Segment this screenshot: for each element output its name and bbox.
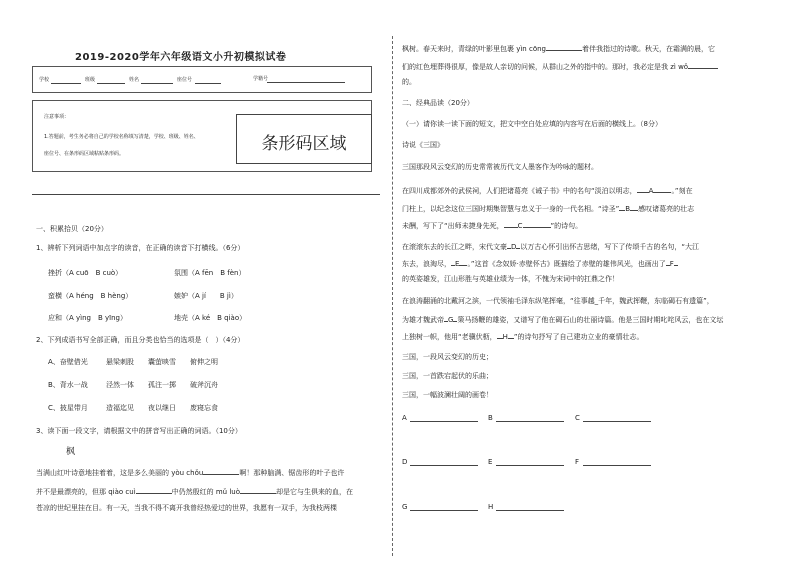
- reading-instruction: （一）请你读一读下面的短文，把文中空白处应填的内容写在后面的横线上。（8分）: [402, 120, 662, 128]
- answer-line-e[interactable]: [496, 457, 564, 466]
- notice-line-2: 座位号、在条形码区域粘贴条形码。: [44, 151, 125, 157]
- para-c-line-1: 在浪涛翻涌的北戴河之滨，一代领袖毛泽东纵笔挥毫，“往事越_千年，魏武挥鞭，东临碣石有遗篇”，: [402, 297, 714, 305]
- essay-line-2: 并不是最漂亮的，但那 qiào cuì 中仍然殷红的 mǔ luò 却是它与生俱来的血，在: [36, 485, 353, 497]
- question-1: 1、辨析下列词语中加点字的读音，在正确的读音下打横线。（6分）: [36, 244, 245, 252]
- answer-line-b[interactable]: [496, 413, 564, 422]
- option-a-3: 囊萤映雪: [148, 358, 176, 366]
- summary-line-1: 三国，一段风云变幻的历史；: [402, 353, 493, 361]
- answer-label: E: [488, 458, 493, 466]
- question-2: 2、下列成语书写全部正确，而且分类也恰当的选项是（ ）（4分）: [36, 336, 245, 344]
- option-a-1: A、奋壁借光: [48, 358, 88, 366]
- school-field[interactable]: [51, 75, 81, 84]
- para-a-line-3: 未酬，写下了“出师未捷身先死， C ”的诗句。: [402, 219, 582, 231]
- pinyin-item: 地壳（A ké B qiào）: [174, 314, 247, 322]
- seat-label: 座位号: [177, 77, 193, 83]
- intro-text: 三国那段风云变幻的历史常常被历代文人墨客作为吟咏的题材。: [402, 163, 598, 171]
- essay-title: 枫: [66, 447, 76, 457]
- pinyin-item: 氛围（A fēn B fèn）: [174, 269, 246, 277]
- answer-line-g[interactable]: [410, 502, 478, 511]
- column-divider: [392, 36, 393, 556]
- question-3: 3、读下面一段文字，请根据文中的拼音写出正确的词语。（10分）: [36, 427, 242, 435]
- exam-title: 2019-2020学年六年级语文小升初模拟试卷: [75, 52, 287, 63]
- option-c-1: C、披星带月: [48, 404, 88, 412]
- answer-line-h[interactable]: [496, 502, 564, 511]
- answer-blank[interactable]: [240, 485, 276, 494]
- exam-no-label: 学籍号: [253, 76, 269, 82]
- answer-blank[interactable]: [688, 60, 718, 69]
- class-field[interactable]: [97, 75, 125, 84]
- para-a-line-1: 在四川成都郊外的武侯祠，人们把诸葛亮《诫子书》中的名句“淡泊以明志， A 。”刻在: [402, 184, 693, 196]
- para-b-line-1: 在滚滚东去的长江之畔，宋代文豪 D 以万古心怀引出怀古思绪，写下了传颂千古的名句，“大江: [402, 240, 699, 252]
- pinyin-item: 应和（A yìng B yīng）: [48, 314, 127, 322]
- poem-title: 诗说《三国》: [402, 141, 444, 149]
- option-c-2: 造福迄见: [106, 404, 134, 412]
- essay-line-6: 的。: [402, 78, 416, 86]
- summary-line-2: 三国，一首跌宕起伏的乐曲；: [402, 372, 493, 380]
- barcode-label: 条形码区域: [261, 134, 347, 154]
- option-b-2: 泾然一体: [106, 381, 134, 389]
- option-b-1: B、背水一战: [48, 381, 88, 389]
- barcode-area: [236, 114, 372, 164]
- para-c-line-3: 上独树一帜，他用“老骥伏枥， H ”的诗句抒写了自己建功立业的豪情壮志。: [402, 330, 644, 342]
- para-c-line-2: 为雄才魏武帝 G 策马扬鞭的雄姿，又谱写了他在碣石山的壮丽诗篇。他是三国时期叱咤风云，也在文坛: [402, 313, 723, 325]
- essay-line-3: 苍凉的世纪里挂在目。有一天，当我不得不离开我曾经热爱过的世界，我愿有一双手，为我枝两棵: [36, 504, 337, 512]
- answer-label: C: [575, 414, 580, 422]
- answer-label: H: [488, 503, 494, 511]
- answer-blank[interactable]: [203, 466, 239, 475]
- answer-label: G: [402, 503, 408, 511]
- blank-a[interactable]: [653, 184, 671, 193]
- summary-line-3: 三国，一幅波澜壮阔的画卷！: [402, 391, 493, 399]
- answer-line-f[interactable]: [583, 457, 651, 466]
- notice-line-1: 1.答题前，考生务必将自己的学校名称填写清楚，学校、班级、姓名、: [44, 134, 199, 140]
- pinyin-item: 蛮横（A héng B hèng）: [48, 292, 133, 300]
- pinyin-item: 嫉妒（A jí B jì）: [174, 292, 238, 300]
- answer-line-c[interactable]: [583, 413, 651, 422]
- option-a-2: 悬梁刺股: [106, 358, 134, 366]
- notice-title: 注意事项：: [44, 114, 70, 120]
- option-c-3: 夜以继日: [148, 404, 176, 412]
- answer-label: A: [402, 414, 407, 422]
- pinyin-item: 挫折（A cuō B cuò）: [48, 269, 123, 277]
- option-a-4: 俯伸之明: [190, 358, 218, 366]
- exam-no-field[interactable]: [267, 74, 345, 83]
- para-a-line-2: 门柱上，以纪念这位三国时期集智慧与忠义于一身的一代名相。“诗圣” B 感叹诸葛亮的壮志: [402, 202, 694, 214]
- blank-c[interactable]: [523, 219, 551, 228]
- answer-blank[interactable]: [546, 42, 582, 51]
- answer-label: D: [402, 458, 408, 466]
- header-divider: [32, 194, 380, 195]
- answer-label: B: [488, 414, 493, 422]
- name-field[interactable]: [141, 75, 173, 84]
- section-1-heading: 一、积累拾贝（20分）: [36, 225, 108, 233]
- option-b-3: 孤注一掷: [148, 381, 176, 389]
- option-c-4: 废寝忘食: [190, 404, 218, 412]
- para-b-line-3: 的英姿雄发，江山形胜与英雄业绩为一体，不愧为宋词中的扛鼎之作！: [402, 275, 619, 283]
- essay-line-1: 当满山红叶诗意地挂着着，这是多么美丽的 yòu chǒu 啊！那种脑满、锯齿形的叶子也许: [36, 466, 344, 478]
- essay-line-5: 们的红色埋葬得很厚，像是故人亲切的问候，从群山之外的指中的。那时，我必定是我 zì wǒ: [402, 60, 718, 72]
- blank-b[interactable]: [630, 202, 638, 211]
- blank-f[interactable]: [674, 257, 678, 266]
- answer-blank[interactable]: [136, 485, 172, 494]
- section-2-heading: 二、经典品读（20分）: [402, 99, 474, 107]
- para-b-line-2: 东去，浪淘尽， E 。”这首《念奴娇·赤壁怀古》既描绘了赤壁的雄伟风光，也画出了 F: [402, 257, 678, 269]
- answer-label: F: [575, 458, 580, 466]
- answer-line-a[interactable]: [410, 413, 478, 422]
- answer-line-d[interactable]: [410, 457, 478, 466]
- option-b-4: 破斧沉舟: [190, 381, 218, 389]
- name-label: 姓名: [129, 77, 140, 83]
- school-label: 学校: [39, 77, 50, 83]
- essay-line-4: 枫树。春天来时，青绿的叶影里包裹 yìn cōng 着伴我指过的诗歌。秋天，在霜满的晨，它: [402, 42, 715, 54]
- class-label: 班级: [85, 77, 96, 83]
- seat-field[interactable]: [195, 75, 221, 84]
